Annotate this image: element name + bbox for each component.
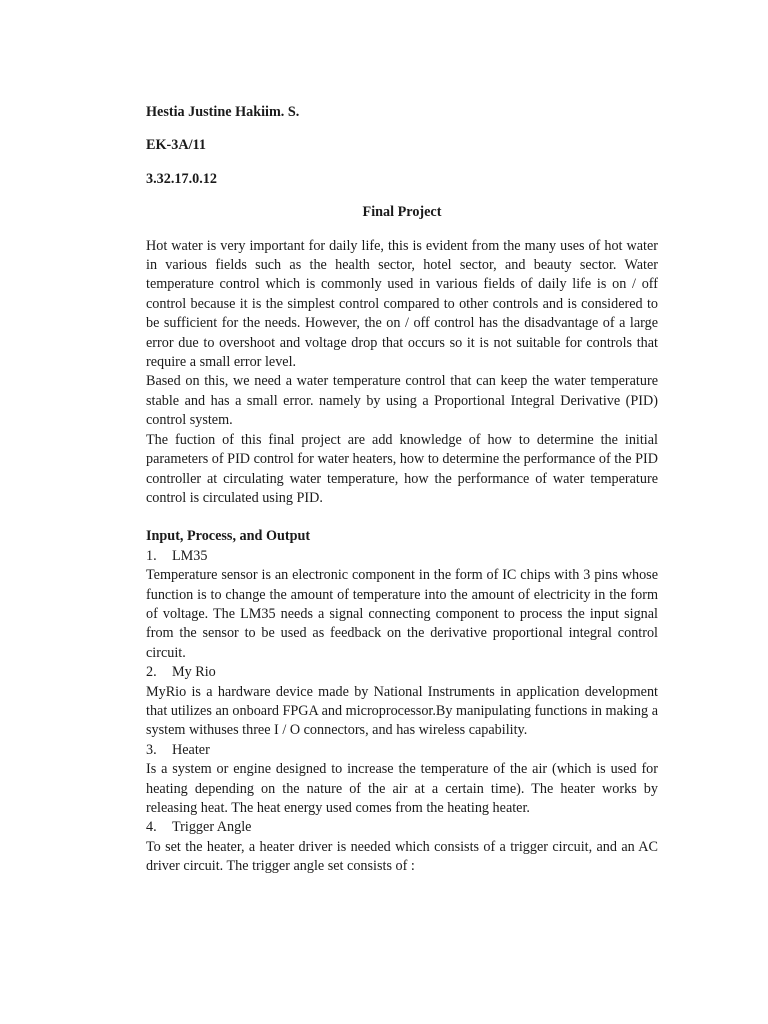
section-heading: Input, Process, and Output [146, 528, 311, 545]
list-label: LM35 [172, 547, 208, 564]
list-item-heater [146, 741, 658, 760]
list-item-trigger-angle [146, 818, 658, 837]
list-number: 1. [146, 547, 157, 564]
document-title: Final Project [362, 204, 442, 221]
list-item-lm35 [146, 547, 658, 566]
student-id: 3.32.17.0.12 [146, 170, 217, 187]
list-number: 3. [146, 741, 157, 758]
list-item-text: Temperature sensor is an electronic component in the form of IC chips with 3 pins whose function is to change the amount of temperature into the amount of electricity in the form of voltage. The LM35 needs a signal connecting component to process the input signal from the sensor to be used as feedback on the derivative proportional integral control circuit. [146, 567, 658, 661]
list-item-text: To set the heater, a heater driver is needed which consists of a trigger circuit, and an AC driver circuit. The trigger angle set consists of : [146, 838, 658, 875]
list-item-my-rio [146, 663, 658, 682]
author-name: Hestia Justine Hakiim. S. [146, 104, 300, 120]
list-label: Heater [172, 741, 210, 758]
list-label: Trigger Angle [172, 819, 252, 836]
intro-paragraph-2: Based on this, we need a water temperature control that can keep the water temperature stable and has a small error. namely by using a Proportional Integral Derivative (PID) control system. [146, 373, 658, 429]
intro-paragraph-1: Hot water is very important for daily life, this is evident from the many uses of hot water in various fields such as the health sector, hotel sector, and beauty sector. Water temperature control which is commonly used in various fields of daily life is on / off control because it is the simplest control compared to other controls and is considered to be sufficient for the needs. However, the on / off control has the disadvantage of a large error due to overshoot and voltage drop that occurs so it is not suitable for controls that require a small error level. [146, 237, 658, 371]
intro-paragraph-3: The fuction of this final project are add knowledge of how to determine the initial parameters of PID control for water heaters, how to determine the performance of the PID controller at circulating water temperature, how the performance of water temperature control is circulated using PID. [146, 431, 658, 506]
list-label: My Rio [172, 664, 216, 681]
list-item-text: MyRio is a hardware device made by National Instruments in application development that utilizes an onboard FPGA and microprocessor.By manipulating functions in making a system withuses three I / O connectors, and has wireless capability. [146, 683, 658, 739]
list-item-text: Is a system or engine designed to increase the temperature of the air (which is used for heating depending on the nature of the air at a certain time). The heater works by releasing heat. The heat energy used comes from the heating heater. [146, 761, 658, 816]
document-page [146, 103, 658, 877]
list-number: 2. [146, 664, 157, 681]
list-number: 4. [146, 819, 157, 836]
class-code: EK-3A/11 [146, 137, 206, 154]
